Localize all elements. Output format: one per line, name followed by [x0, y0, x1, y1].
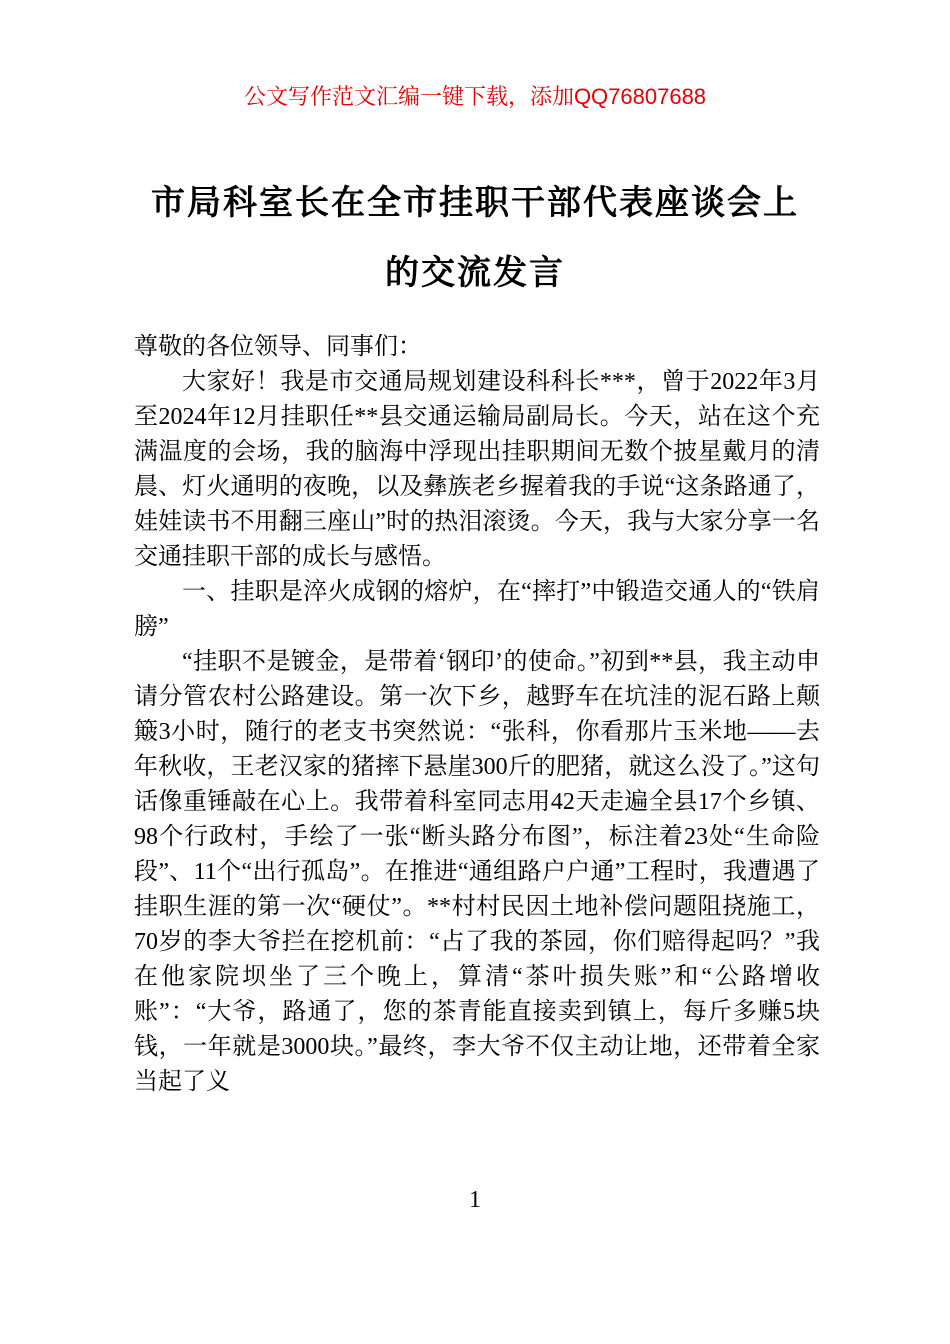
paragraph-section-one: “挂职不是镀金，是带着‘钢印’的使命。”初到**县，我主动申请分管农村公路建设。第一次下乡，越野车在坑洼的泥石路上颠簸3小时，随行的老支书突然说：“张科，你看那片玉米地——去年秋收，王老汉家的猪摔下悬崖300斤的肥猪，就这么没了。”这句话像重锤敲在心上。我带着科室同志用42天走遍全县17个乡镇、98个行政村，手绘了一张“断头路分布图”，标注着23处“生命险段”、11个“出行孤岛”。在推进“通组路户户通”工程时，我遭遇了挂职生涯的第一次“硬仗”。**村村民因土地补偿问题阻挠施工，70岁的李大爷拦在挖机前：“占了我的茶园，你们赔得起吗？”我在他家院坝坐了三个晚上，算清“茶叶损失账”和“公路增收账”：“大爷，路通了，您的茶青能直接卖到镇上，每斤多赚5块钱，一年就是3000块。”最终，李大爷不仅主动让地，还带着全家当起了义 [134, 649, 820, 1095]
section-heading: 一、挂职是淬火成钢的熔炉，在“摔打”中锻造交通人的“铁肩膀” [134, 579, 820, 640]
promo-banner: 公文写作范文汇编一键下载，添加QQ76807688 [243, 84, 707, 109]
page-number: 1 [469, 1187, 481, 1213]
document-title-line1: 市局科室长在全市挂职干部代表座谈会上 [151, 184, 799, 222]
document-title [75, 168, 875, 308]
salutation: 尊敬的各位领导、同事们： [134, 334, 422, 360]
document-body [134, 330, 820, 1185]
paragraph-intro: 大家好！我是市交通局规划建设科科长***，曾于2022年3月至2024年12月挂职任**县交通运输局副局长。今天，站在这个充满温度的会场，我的脑海中浮现出挂职期间无数个披星戴月的清晨、灯火通明的夜晚，以及彝族老乡握着我的手说“这条路通了，娃娃读书不用翻三座山”时的热泪滚烫。今天，我与大家分享一名交通挂职干部的成长与感悟。 [134, 369, 820, 570]
document-title-line2: 的交流发言 [385, 254, 565, 292]
